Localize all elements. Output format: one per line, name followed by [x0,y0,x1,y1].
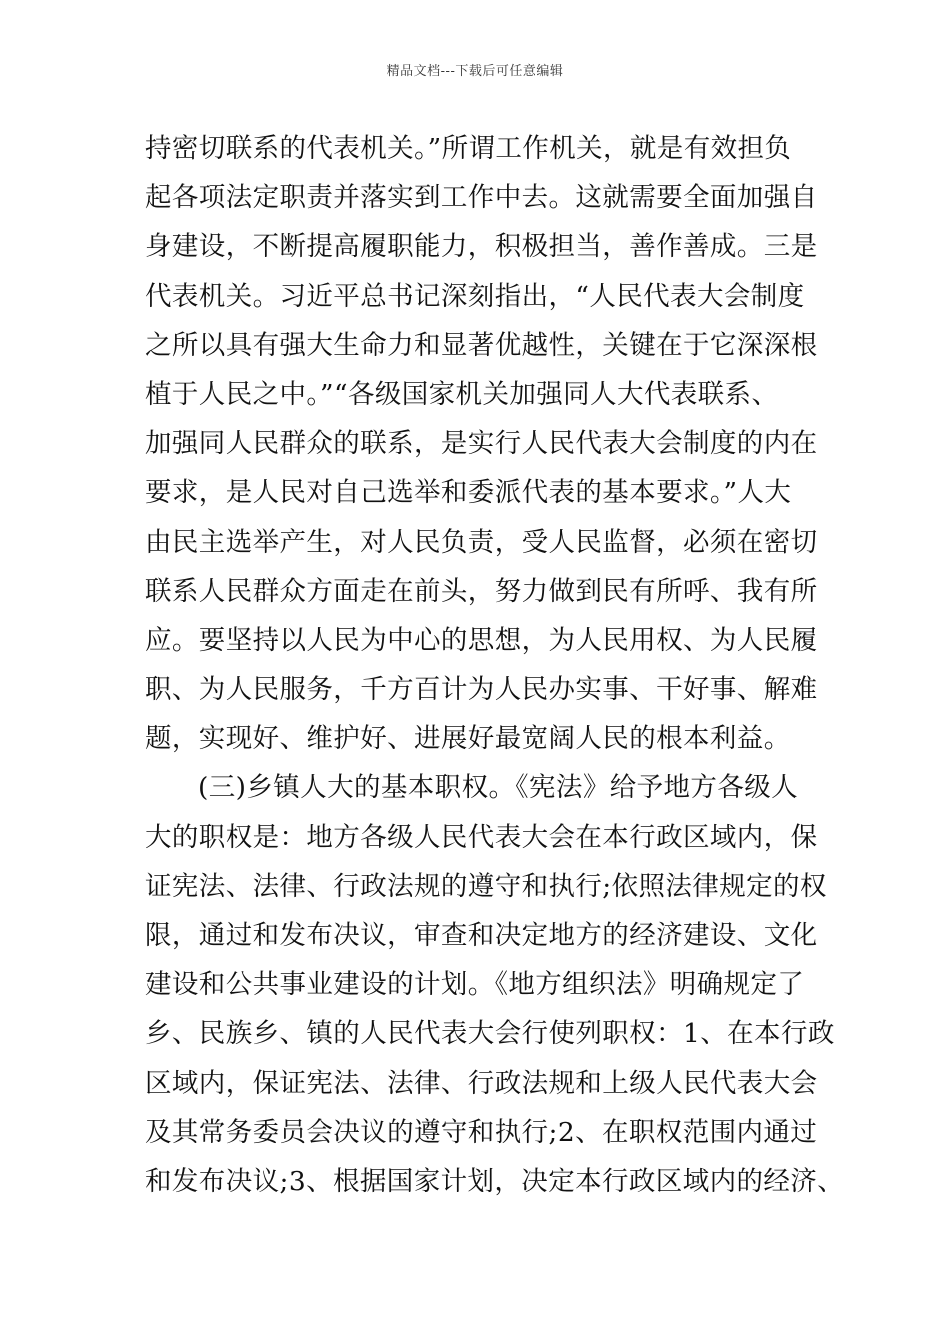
text-line: 持密切联系的代表机关。”所谓工作机关，就是有效担负 [145,133,792,164]
text-line: 植于人民之中。”“各级国家机关加强同人大代表联系、 [145,378,779,410]
document-body [145,124,845,1206]
text-line: 联系人民群众方面走在前头，努力做到民有所呼、我有所 [145,575,818,607]
text-line: 和发布决议;3、根据国家计划，决定本行政区域内的经济、 [145,1165,845,1197]
paragraph-start-line: (三)乡镇人大的基本职权。《宪法》给予地方各级人 [198,772,799,804]
text-line: 区域内，保证宪法、法律、行政法规和上级人民代表大会 [145,1067,818,1099]
text-line: 应。要坚持以人民为中心的思想，为人民用权、为人民履 [145,624,818,656]
text-line: 身建设，不断提高履职能力，积极担当，善作善成。三是 [145,231,818,263]
text-line: 要求，是人民对自己选举和委派代表的基本要求。”人大 [145,477,792,509]
page-header: 精品文档---下载后可任意编辑 [386,64,564,79]
text-line: 题，实现好、维护好、进展好最宽阔人民的根本利益。 [145,723,791,755]
text-line: 代表机关。习近平总书记深刻指出，“人民代表大会制度 [145,280,805,312]
text-line: 由民主选举产生，对人民负责，受人民监督，必须在密切 [145,526,818,558]
text-line: 建设和公共事业建设的计划。《地方组织法》明确规定了 [145,969,805,1001]
text-line: 起各项法定职责并落实到工作中去。这就需要全面加强自 [145,182,818,214]
text-line: 证宪法、法律、行政法规的遵守和执行;依照法律规定的权 [145,870,827,902]
text-line: 加强同人民群众的联系，是实行人民代表大会制度的内在 [145,428,818,460]
text-line: 职、为人民服务，千方百计为人民办实事、干好事、解难 [145,674,818,706]
text-line: 大的职权是：地方各级人民代表大会在本行政区域内，保 [145,821,818,853]
text-line: 之所以具有强大生命力和显著优越性，关键在于它深深根 [145,329,818,361]
text-line: 及其常务委员会决议的遵守和执行;2、在职权范围内通过 [145,1116,818,1148]
text-line: 限，通过和发布决议，审查和决定地方的经济建设、文化 [145,920,818,951]
text-line: 乡、民族乡、镇的人民代表大会行使列职权：1、在本行政 [145,1018,835,1050]
